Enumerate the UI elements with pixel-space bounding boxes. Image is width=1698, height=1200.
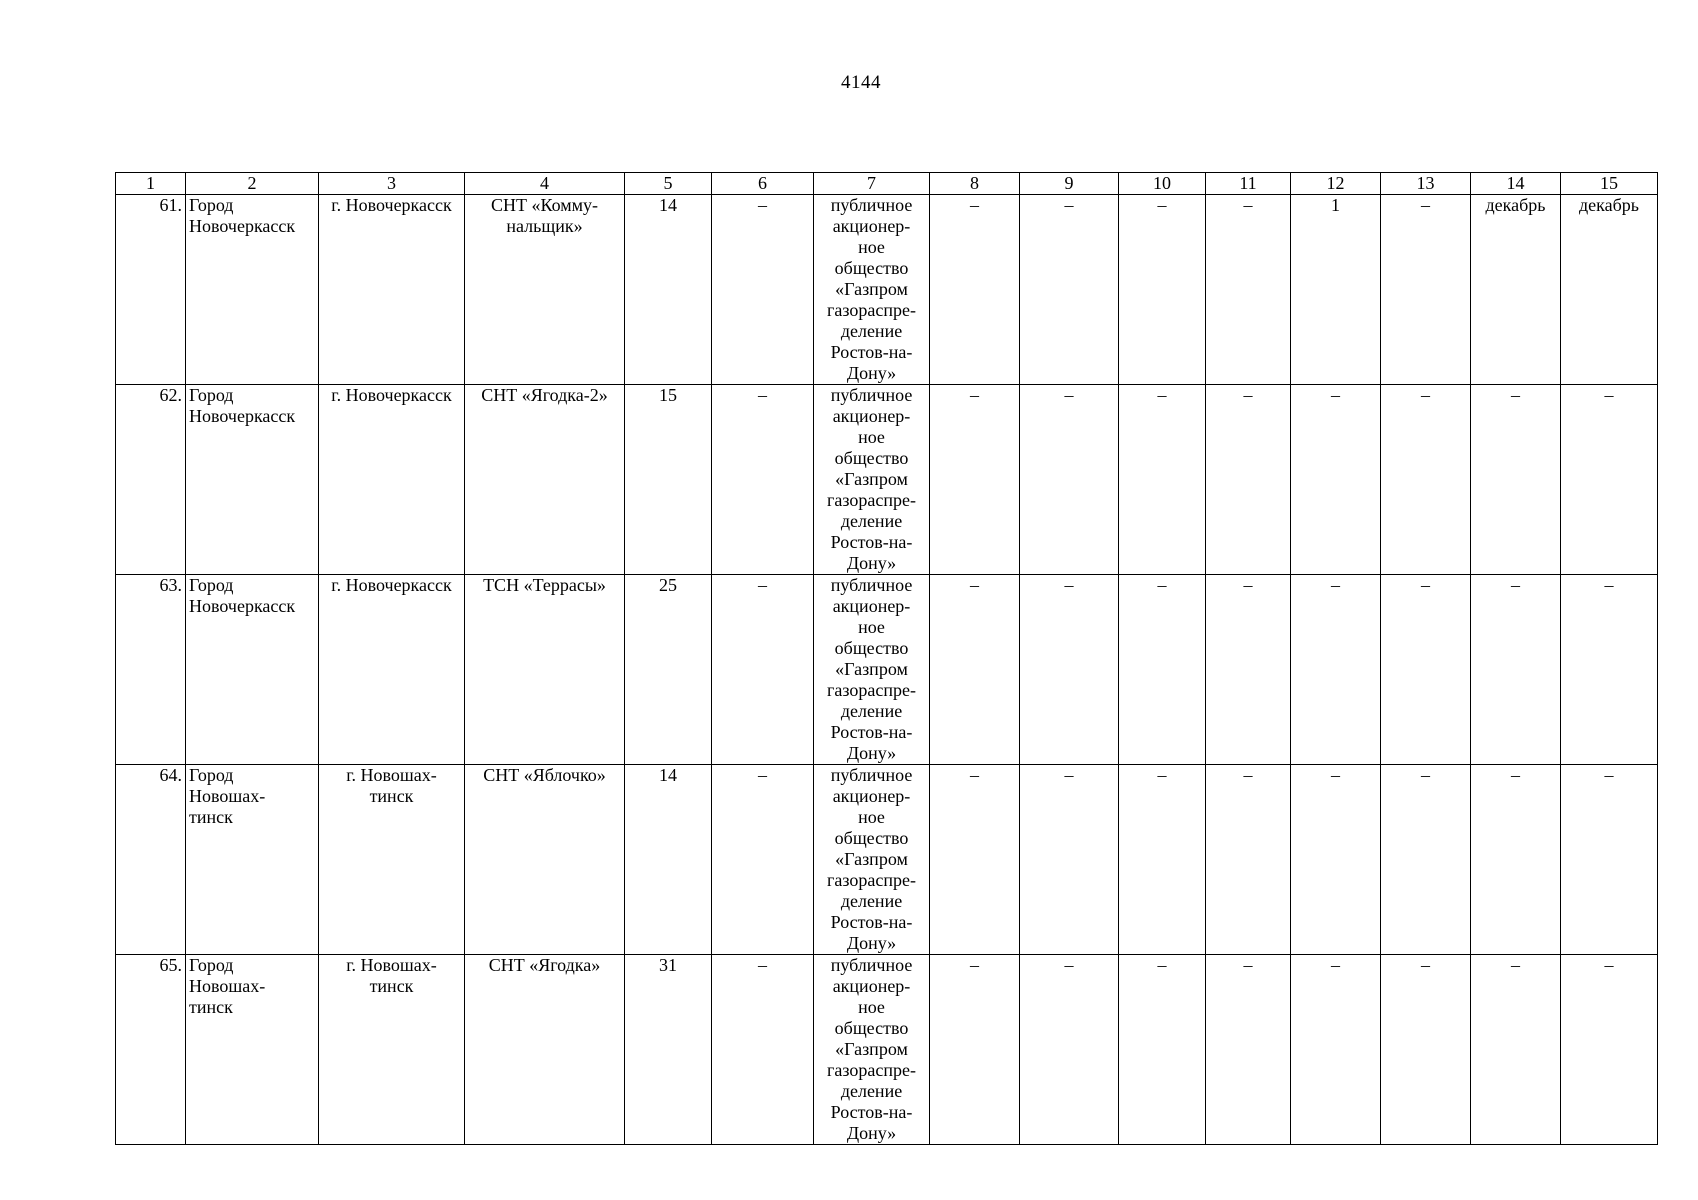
column-14-cell: – bbox=[1471, 575, 1561, 765]
object-name-cell: СНТ «Комму- нальщик» bbox=[465, 195, 625, 385]
column-10-cell: – bbox=[1119, 765, 1206, 955]
column-number: 15 bbox=[1561, 173, 1658, 195]
column-14-cell: декабрь bbox=[1471, 195, 1561, 385]
row-number-cell: 64. bbox=[116, 765, 186, 955]
row-number-cell: 65. bbox=[116, 955, 186, 1145]
column-6-cell: – bbox=[712, 575, 814, 765]
column-8-cell: – bbox=[930, 575, 1020, 765]
district-cell: Город Новошах- тинск bbox=[186, 955, 319, 1145]
column-11-cell: – bbox=[1206, 385, 1291, 575]
settlement-cell: г. Новошах- тинск bbox=[319, 765, 465, 955]
table-row bbox=[116, 385, 1658, 575]
column-number: 10 bbox=[1119, 173, 1206, 195]
table-row bbox=[116, 575, 1658, 765]
column-number: 6 bbox=[712, 173, 814, 195]
settlement-cell: г. Новочеркасск bbox=[319, 195, 465, 385]
column-12-cell: – bbox=[1291, 955, 1381, 1145]
column-8-cell: – bbox=[930, 385, 1020, 575]
column-12-cell: 1 bbox=[1291, 195, 1381, 385]
column-number: 8 bbox=[930, 173, 1020, 195]
column-12-cell: – bbox=[1291, 575, 1381, 765]
column-10-cell: – bbox=[1119, 575, 1206, 765]
column-6-cell: – bbox=[712, 955, 814, 1145]
column-8-cell: – bbox=[930, 195, 1020, 385]
district-cell: Город Новочеркасск bbox=[186, 385, 319, 575]
object-name-cell: СНТ «Ягодка-2» bbox=[465, 385, 625, 575]
column-6-cell: – bbox=[712, 195, 814, 385]
operator-cell: публичное акционер- ное общество «Газпром газораспре- деление Ростов-на- Дону» bbox=[814, 575, 930, 765]
count-cell: 14 bbox=[625, 765, 712, 955]
column-number: 13 bbox=[1381, 173, 1471, 195]
column-8-cell: – bbox=[930, 765, 1020, 955]
operator-cell: публичное акционер- ное общество «Газпром газораспре- деление Ростов-на- Дону» bbox=[814, 955, 930, 1145]
column-number-row bbox=[116, 173, 1658, 195]
column-11-cell: – bbox=[1206, 195, 1291, 385]
column-13-cell: – bbox=[1381, 195, 1471, 385]
row-number-cell: 62. bbox=[116, 385, 186, 575]
settlement-cell: г. Новочеркасск bbox=[319, 385, 465, 575]
district-cell: Город Новочеркасск bbox=[186, 195, 319, 385]
column-11-cell: – bbox=[1206, 765, 1291, 955]
column-9-cell: – bbox=[1020, 765, 1119, 955]
column-number: 12 bbox=[1291, 173, 1381, 195]
column-14-cell: – bbox=[1471, 955, 1561, 1145]
column-14-cell: – bbox=[1471, 765, 1561, 955]
column-13-cell: – bbox=[1381, 385, 1471, 575]
table-row bbox=[116, 955, 1658, 1145]
column-number: 2 bbox=[186, 173, 319, 195]
column-number: 11 bbox=[1206, 173, 1291, 195]
column-6-cell: – bbox=[712, 765, 814, 955]
table-row bbox=[116, 195, 1658, 385]
column-number: 5 bbox=[625, 173, 712, 195]
column-12-cell: – bbox=[1291, 385, 1381, 575]
column-number: 1 bbox=[116, 173, 186, 195]
column-9-cell: – bbox=[1020, 955, 1119, 1145]
column-10-cell: – bbox=[1119, 195, 1206, 385]
column-14-cell: – bbox=[1471, 385, 1561, 575]
district-cell: Город Новошах- тинск bbox=[186, 765, 319, 955]
object-name-cell: СНТ «Ягодка» bbox=[465, 955, 625, 1145]
settlement-cell: г. Новошах- тинск bbox=[319, 955, 465, 1145]
column-13-cell: – bbox=[1381, 575, 1471, 765]
column-13-cell: – bbox=[1381, 955, 1471, 1145]
table-row bbox=[116, 765, 1658, 955]
district-cell: Город Новочеркасск bbox=[186, 575, 319, 765]
operator-cell: публичное акционер- ное общество «Газпром газораспре- деление Ростов-на- Дону» bbox=[814, 195, 930, 385]
column-15-cell: – bbox=[1561, 955, 1658, 1145]
column-8-cell: – bbox=[930, 955, 1020, 1145]
count-cell: 15 bbox=[625, 385, 712, 575]
column-number: 9 bbox=[1020, 173, 1119, 195]
object-name-cell: СНТ «Яблочко» bbox=[465, 765, 625, 955]
column-10-cell: – bbox=[1119, 385, 1206, 575]
column-12-cell: – bbox=[1291, 765, 1381, 955]
column-6-cell: – bbox=[712, 385, 814, 575]
column-number: 3 bbox=[319, 173, 465, 195]
gasification-table bbox=[115, 172, 1658, 1145]
count-cell: 25 bbox=[625, 575, 712, 765]
column-number: 4 bbox=[465, 173, 625, 195]
column-number: 7 bbox=[814, 173, 930, 195]
column-11-cell: – bbox=[1206, 955, 1291, 1145]
column-15-cell: декабрь bbox=[1561, 195, 1658, 385]
column-10-cell: – bbox=[1119, 955, 1206, 1145]
count-cell: 14 bbox=[625, 195, 712, 385]
column-9-cell: – bbox=[1020, 385, 1119, 575]
column-9-cell: – bbox=[1020, 195, 1119, 385]
operator-cell: публичное акционер- ное общество «Газпром газораспре- деление Ростов-на- Дону» bbox=[814, 765, 930, 955]
object-name-cell: ТСН «Террасы» bbox=[465, 575, 625, 765]
operator-cell: публичное акционер- ное общество «Газпром газораспре- деление Ростов-на- Дону» bbox=[814, 385, 930, 575]
settlement-cell: г. Новочеркасск bbox=[319, 575, 465, 765]
row-number-cell: 63. bbox=[116, 575, 186, 765]
column-15-cell: – bbox=[1561, 765, 1658, 955]
page-number: 4144 bbox=[841, 72, 881, 93]
row-number-cell: 61. bbox=[116, 195, 186, 385]
column-13-cell: – bbox=[1381, 765, 1471, 955]
column-9-cell: – bbox=[1020, 575, 1119, 765]
count-cell: 31 bbox=[625, 955, 712, 1145]
column-11-cell: – bbox=[1206, 575, 1291, 765]
column-15-cell: – bbox=[1561, 385, 1658, 575]
column-15-cell: – bbox=[1561, 575, 1658, 765]
column-number: 14 bbox=[1471, 173, 1561, 195]
